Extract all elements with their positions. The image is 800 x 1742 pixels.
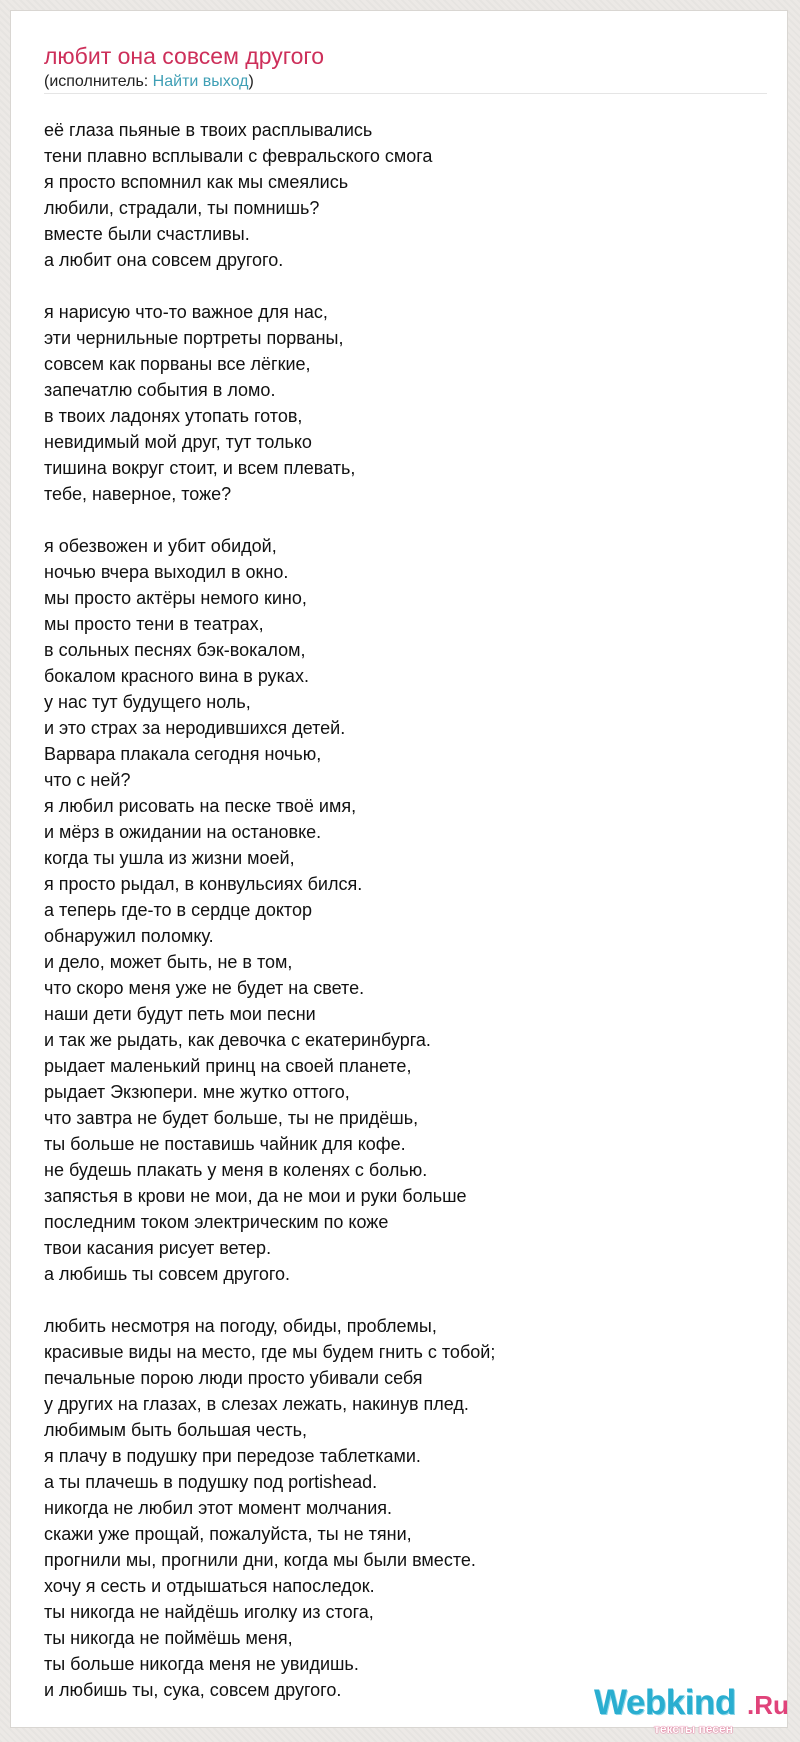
lyrics-stanza <box>44 299 764 507</box>
lyric-line: я просто вспомнил как мы смеялись <box>44 172 349 192</box>
lyric-line: что завтра не будет больше, ты не придёшь, <box>44 1108 419 1128</box>
lyric-line: вместе были счастливы. <box>44 224 250 244</box>
artist-line <box>44 73 254 91</box>
lyric-line: ты никогда не найдёшь иголку из стога, <box>44 1602 374 1622</box>
lyric-line: эти чернильные портреты порваны, <box>44 328 344 348</box>
artist-suffix: ) <box>248 73 254 90</box>
lyric-line: невидимый мой друг, тут только <box>44 432 312 452</box>
lyric-line: тени плавно всплывали с февральского смога <box>44 146 433 166</box>
lyric-line: прогнили мы, прогнили дни, когда мы были вместе. <box>44 1550 476 1570</box>
lyric-line: Варвара плакала сегодня ночью, <box>44 744 322 764</box>
lyric-line: тебе, наверное, тоже? <box>44 484 232 504</box>
logo-main-text: Webkind <box>594 1683 736 1722</box>
lyrics-body <box>44 117 764 1729</box>
lyric-line: хочу я сесть и отдышаться напоследок. <box>44 1576 375 1596</box>
lyric-line: и мёрз в ожидании на остановке. <box>44 822 322 842</box>
logo-subtitle: тексты песен <box>654 1722 733 1736</box>
lyric-line: любить несмотря на погоду, обиды, проблемы, <box>44 1316 437 1336</box>
lyrics-card <box>10 10 789 1736</box>
lyric-line: обнаружил поломку. <box>44 926 214 946</box>
lyric-line: печальные порою люди просто убивали себя <box>44 1368 423 1388</box>
lyric-line: запечатлю события в ломо. <box>44 380 276 400</box>
lyric-line: любимым быть большая честь, <box>44 1420 307 1440</box>
lyric-line: ты больше никогда меня не увидишь. <box>44 1654 359 1674</box>
lyric-line: я нарисую что-то важное для нас, <box>44 302 328 322</box>
lyric-line: у других на глазах, в слезах лежать, накинув плед. <box>44 1394 469 1414</box>
lyric-line: ты больше не поставишь чайник для кофе. <box>44 1134 406 1154</box>
artist-prefix: (исполнитель: <box>44 73 153 90</box>
lyric-line: и это страх за неродившихся детей. <box>44 718 346 738</box>
lyric-line: что с ней? <box>44 770 131 790</box>
lyric-line: а теперь где-то в сердце доктор <box>44 900 312 920</box>
lyric-line: у нас тут будущего ноль, <box>44 692 251 712</box>
lyric-line: наши дети будут петь мои песни <box>44 1004 316 1024</box>
lyric-line: тишина вокруг стоит, и всем плевать, <box>44 458 356 478</box>
lyric-line: а любишь ты совсем другого. <box>44 1264 291 1284</box>
lyric-line: рыдает маленький принц на своей планете, <box>44 1056 412 1076</box>
lyric-line: я плачу в подушку при передозе таблетками. <box>44 1446 421 1466</box>
lyrics-stanza <box>44 1313 764 1703</box>
lyric-line: а ты плачешь в подушку под portishead. <box>44 1472 378 1492</box>
lyric-line: скажи уже прощай, пожалуйста, ты не тяни, <box>44 1524 412 1544</box>
lyric-line: твои касания рисует ветер. <box>44 1238 272 1258</box>
lyrics-stanza <box>44 533 764 1287</box>
lyric-line: не будешь плакать у меня в коленях с болью. <box>44 1160 428 1180</box>
lyric-line: и любишь ты, сука, совсем другого. <box>44 1680 342 1700</box>
lyric-line: я обезвожен и убит обидой, <box>44 536 277 556</box>
lyric-line: любили, страдали, ты помнишь? <box>44 198 320 218</box>
song-title: любит она совсем другого <box>44 43 325 69</box>
logo-tld-text: .Ru <box>747 1690 789 1720</box>
lyric-line: красивые виды на место, где мы будем гнить с тобой; <box>44 1342 496 1362</box>
lyric-line: ты никогда не поймёшь меня, <box>44 1628 293 1648</box>
lyric-line: мы просто тени в театрах, <box>44 614 264 634</box>
lyrics-stanza <box>44 117 764 273</box>
lyric-line: и так же рыдать, как девочка с екатеринбурга. <box>44 1030 431 1050</box>
lyric-line: рыдает Экзюпери. мне жутко оттого, <box>44 1082 350 1102</box>
lyric-line: в твоих ладонях утопать готов, <box>44 406 303 426</box>
lyric-line: никогда не любил этот момент молчания. <box>44 1498 393 1518</box>
lyric-line: что скоро меня уже не будет на свете. <box>44 978 365 998</box>
lyric-line: когда ты ушла из жизни моей, <box>44 848 295 868</box>
lyric-line: ночью вчера выходил в окно. <box>44 562 289 582</box>
lyric-line: бокалом красного вина в руках. <box>44 666 309 686</box>
lyric-line: я просто рыдал, в конвульсиях бился. <box>44 874 363 894</box>
webkind-logo <box>594 1683 794 1739</box>
lyric-line: последним током электрическим по коже <box>44 1212 389 1232</box>
lyric-line: мы просто актёры немого кино, <box>44 588 307 608</box>
artist-link[interactable]: Найти выход <box>152 73 249 90</box>
header-divider <box>44 93 767 94</box>
lyric-line: и дело, может быть, не в том, <box>44 952 293 972</box>
lyric-line: а любит она совсем другого. <box>44 250 284 270</box>
lyric-line: в сольных песнях бэк-вокалом, <box>44 640 306 660</box>
lyric-line: её глаза пьяные в твоих расплывались <box>44 120 373 140</box>
lyric-line: запястья в крови не мои, да не мои и руки больше <box>44 1186 467 1206</box>
lyric-line: совсем как порваны все лёгкие, <box>44 354 311 374</box>
lyric-line: я любил рисовать на песке твоё имя, <box>44 796 357 816</box>
